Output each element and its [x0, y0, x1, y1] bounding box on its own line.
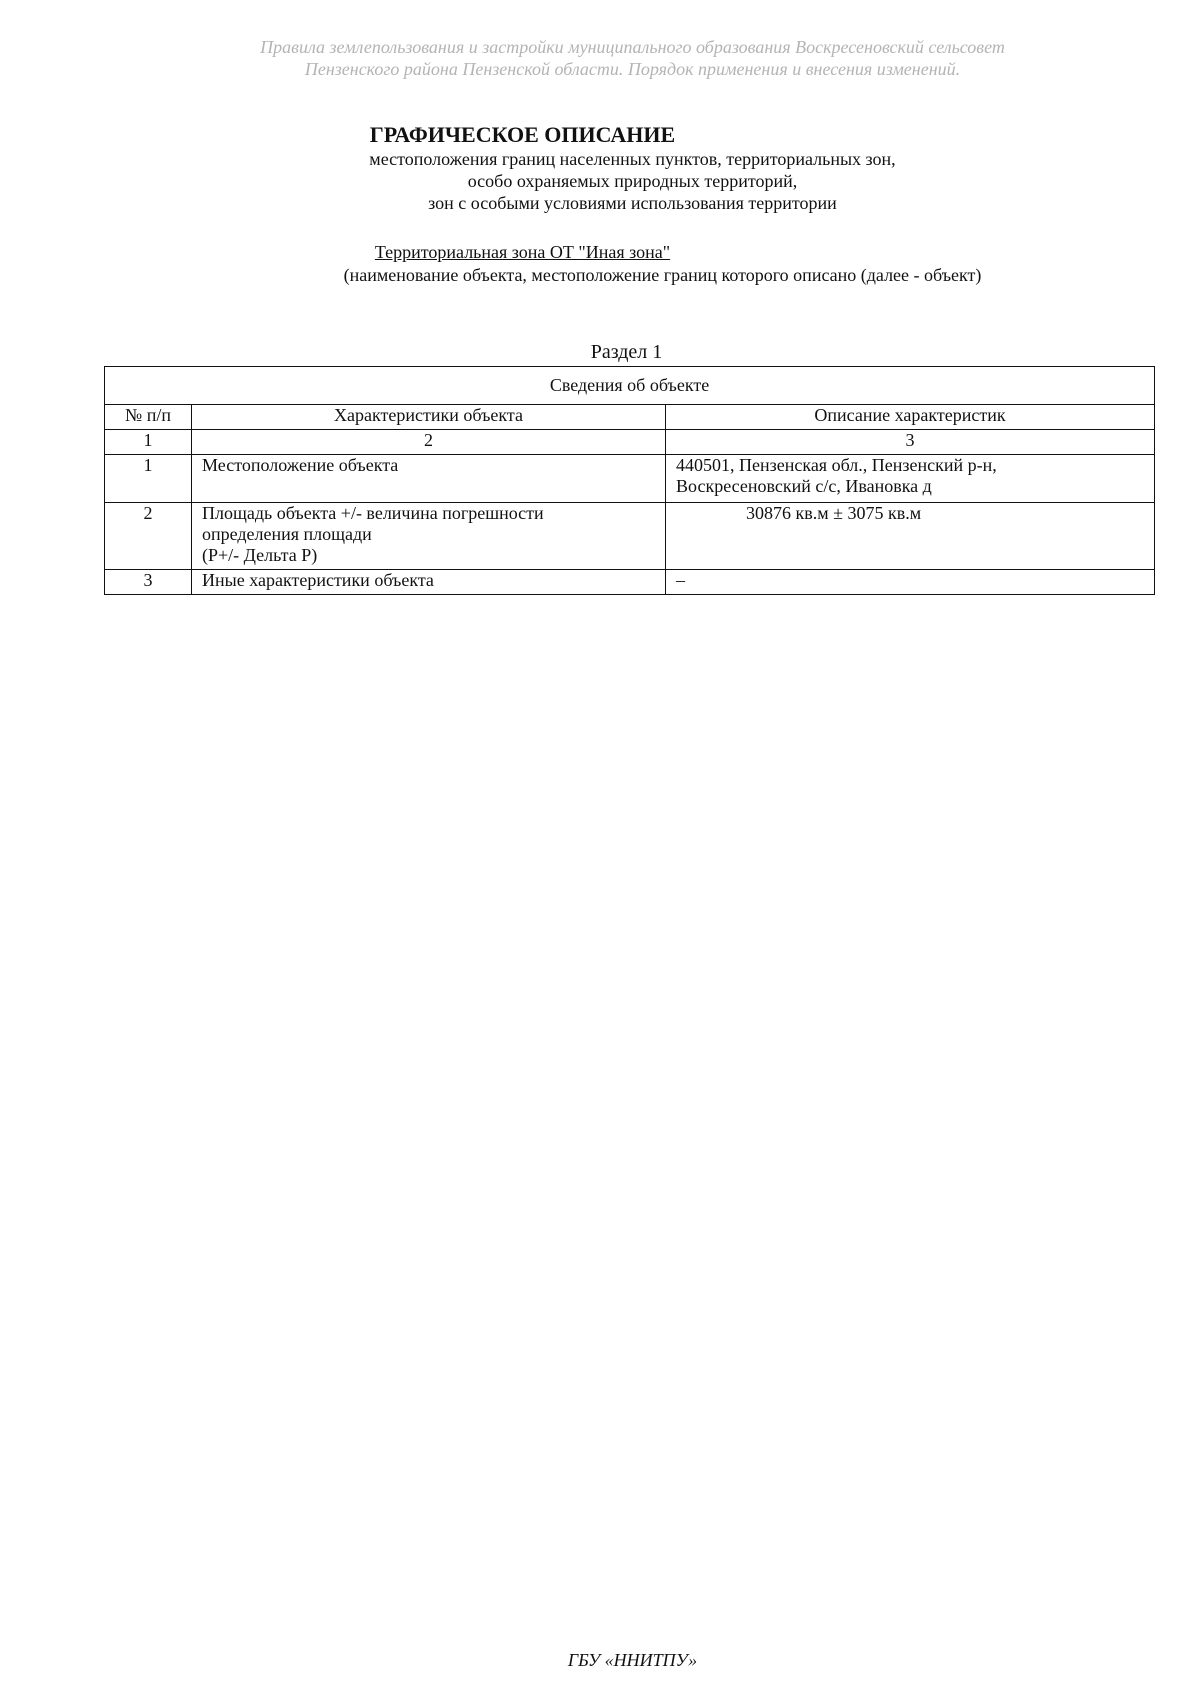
characteristic-line-2: определения площади [202, 524, 372, 544]
row-num: 3 [105, 570, 192, 595]
subtitle-line-1: местоположения границ населенных пунктов, территориальных зон, [369, 149, 896, 169]
row-characteristic: Иные характеристики объекта [192, 570, 666, 595]
characteristic-line-3: (P+/- Дельта P) [202, 545, 318, 565]
description-line-2: Воскресеновский с/с, Ивановка д [676, 476, 932, 496]
column-number-1: 1 [105, 430, 192, 455]
zone-caption: (наименование объекта, местоположение границ которого описано (далее - объект) [343, 265, 982, 285]
table-row [105, 455, 1155, 503]
zone-name: Территориальная зона ОТ "Иная зона" [374, 242, 671, 262]
header-num: № п/п [105, 405, 192, 430]
table-row [105, 503, 1155, 570]
header-note-line-2: Пензенского района Пензенской области. Порядок применения и внесения изменений. [304, 59, 961, 79]
header-description: Описание характеристик [666, 405, 1155, 430]
table-row [105, 570, 1155, 595]
row-characteristic [192, 503, 666, 570]
column-number-3: 3 [666, 430, 1155, 455]
subtitle-line-3: зон с особыми условиями использования территории [428, 193, 837, 213]
column-number-row [105, 430, 1155, 455]
object-info-table [104, 366, 1155, 595]
column-number-2: 2 [192, 430, 666, 455]
description-line-1: 440501, Пензенская обл., Пензенский р-н, [676, 455, 997, 475]
document-title: ГРАФИЧЕСКОЕ ОПИСАНИЕ [369, 122, 676, 147]
row-description [666, 455, 1155, 503]
section-title: Раздел 1 [590, 341, 663, 363]
header-characteristic: Характеристики объекта [192, 405, 666, 430]
table-caption: Сведения об объекте [105, 367, 1155, 405]
document-header-note [0, 36, 1200, 80]
row-characteristic: Местоположение объекта [192, 455, 666, 503]
characteristic-line-1: Площадь объекта +/- величина погрешности [202, 503, 544, 523]
title-block [0, 122, 1200, 214]
subtitle-line-2: особо охраняемых природных территорий, [467, 171, 798, 191]
row-num: 2 [105, 503, 192, 570]
row-description: 30876 кв.м ± 3075 кв.м [666, 503, 1155, 570]
document-subtitle [0, 148, 1200, 214]
document-footer: ГБУ «ННИТПУ» [567, 1650, 698, 1670]
header-note-line-1: Правила землепользования и застройки муниципального образования Воскресеновский сельсовет [260, 37, 1005, 57]
table-header-row [105, 405, 1155, 430]
row-description: – [666, 570, 1155, 595]
table-caption-row [105, 367, 1155, 405]
row-num: 1 [105, 455, 192, 503]
